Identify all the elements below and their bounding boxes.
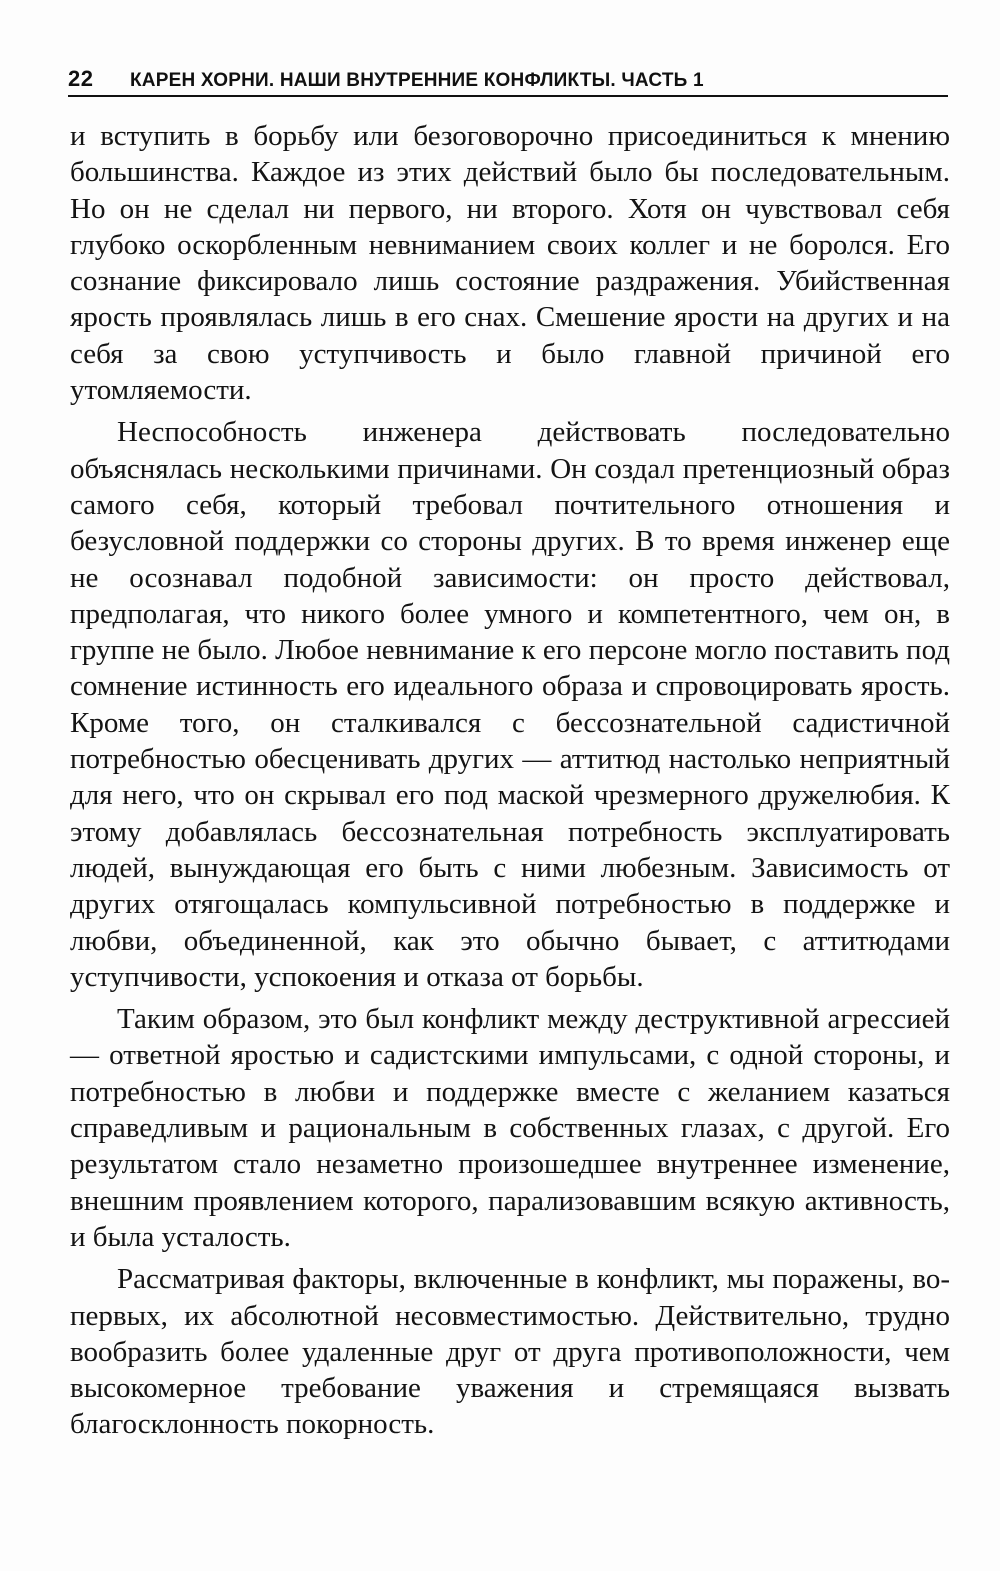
paragraph-2: Неспособность инженера действовать последовательно объяснялась несколькими причинами. Он создал претенциозный образ самого себя, который требовал почтительного отношения и безусловной поддержки со стороны других. В то время инженер еще не осознавал подобной зависимости: он просто действовал, предполагая, что никого более умного и компетентного, чем он, в группе не было. Любое невнимание к его персоне могло поставить под сомнение истинность его идеального образа и спровоцировать ярость. Кроме того, он сталкивался с бессознательной садистичной потребностью обесценивать других — аттитюд настолько неприятный для него, что он скрывал его под маской чрезмерного дружелюбия. К этому добавлялась бессознательная потребность эксплуатировать людей, вынуждающая его быть с ними любезным. Зависимость от других отягощалась компульсивной потребностью в поддержке и любви, объединенной, как это обычно бывает, с аттитюдами уступчивости, успокоения и отказа от борьбы. bbox=[70, 416, 950, 993]
page-number: 22 bbox=[68, 66, 94, 91]
body-text bbox=[70, 118, 950, 1538]
running-head bbox=[68, 56, 948, 92]
header-rule bbox=[68, 95, 948, 97]
paragraph-3: Таким образом, это был конфликт между деструктивной агрессией — ответной яростью и садистскими импульсами, с одной стороны, и потребностью в любви и поддержке вместе с желанием казаться справедливым и рациональным в собственных глазах, с другой. Его результатом стало незаметно произошедшее внутреннее изменение, внешним проявлением которого, парализовавшим всякую активность, и была усталость. bbox=[70, 1003, 950, 1253]
paragraph-4: Рассматривая факторы, включенные в конфликт, мы поражены, во-первых, их абсолютной несовместимостью. Действительно, трудно вообразить более удаленные друг от друга противоположности, чем высокомерное требование уважения и стремящаяся вызвать благосклонность покорность. bbox=[70, 1263, 950, 1441]
running-title: КАРЕН ХОРНИ. НАШИ ВНУТРЕННИЕ КОНФЛИКТЫ. ЧАСТЬ 1 bbox=[130, 70, 704, 91]
paragraph-1: и вступить в борьбу или безоговорочно присоединиться к мнению большинства. Каждое из этих действий было бы последовательным. Но он не сделал ни первого, ни второго. Хотя он чувствовал себя глубоко оскорбленным невниманием своих коллег и не боролся. Его сознание фиксировало лишь состояние раздражения. Убийственная ярость проявлялась лишь в его снах. Смешение ярости на других и на себя за свою уступчивость и было главной причиной его утомляемости. bbox=[70, 120, 950, 407]
